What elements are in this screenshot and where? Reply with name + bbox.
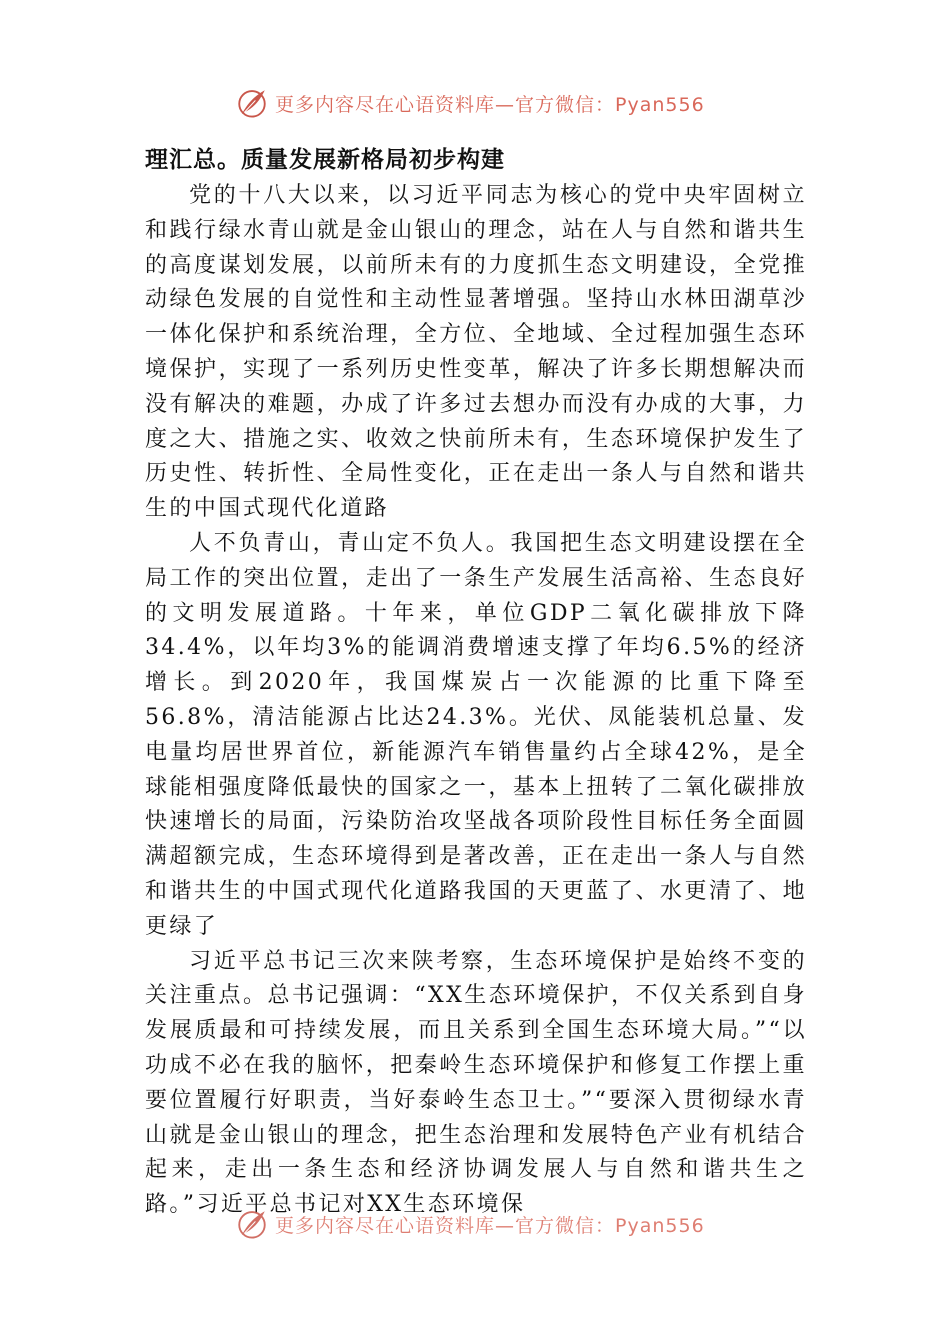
- watermark-header: [235, 86, 705, 120]
- watermark-text: 更多内容尽在心语资料库—官方微信：Pyan556: [275, 1214, 705, 1237]
- paragraph-2: 人不负青山，青山定不负人。我国把生态文明建设摆在全局工作的突出位置，走出了一条生产发展生活高裕、生态良好的文明发展道路。十年来，单位GDP二氧化碳排放下降34.4%，以年均3%的能调消费增速支撑了年均6.5%的经济增长。到2020年，我国煤炭占一次能源的比重下降至56.8%，清洁能源占比达24.3%。光伏、凤能装机总量、发电量均居世界首位，新能源汽车销售量约占全球42%，是全球能相强度降低最快的国家之一，基本上扭转了二氧化碳排放快速增长的局面，污染防治攻坚战各项阶段性目标任务全面圆满超额完成，生态环境得到是著改善，正在走出一条人与自然和谐共生的中国式现代化道路我国的天更蓝了、水更清了、地更绿了: [145, 530, 807, 939]
- feather-logo-icon: [235, 1207, 269, 1241]
- watermark-text: 更多内容尽在心语资料库—官方微信：Pyan556: [275, 93, 705, 116]
- watermark-footer: [235, 1207, 705, 1241]
- paragraph-1: 党的十八大以来，以习近平同志为核心的党中央牢固树立和践行绿水青山就是金山银山的理念，站在人与自然和谐共生的高度谋划发展，以前所未有的力度抓生态文明建设，全党推动绿色发展的自觉性和主动性显著增强。坚持山水林田湖草沙一体化保护和系统治理，全方位、全地域、全过程加强生态环境保护，实现了一系列历史性变革，解决了许多长期想解决而没有解决的难题，办成了许多过去想办而没有办成的大事，力度之大、措施之实、收效之快前所未有，生态环境保护发生了历史性、转折性、全局性变化，正在走出一条人与自然和谐共生的中国式现代化道路: [145, 183, 807, 522]
- feather-logo-icon: [235, 86, 269, 120]
- section-heading: 理汇总。质量发展新格局初步构建: [145, 147, 505, 173]
- paragraph-3: 习近平总书记三次来陕考察，生态环境保护是始终不变的关注重点。总书记强调：“XX生态环境保护，不仅关系到自身发展质最和可持续发展，而且关系到全国生态环境大局。”“以功成不必在我的脑怀，把秦岭生态环境保护和修复工作摆上重要位置履行好职责，当好泰岭生态卫士。”“要深入贯彻绿水青山就是金山银山的理念，把生态治理和发展特色产业有机结合起来，走出一条生态和经济协调发展人与自然和谐共生之路。”习近平总书记对XX生态环境保: [145, 948, 807, 1218]
- document-body: [145, 142, 807, 1223]
